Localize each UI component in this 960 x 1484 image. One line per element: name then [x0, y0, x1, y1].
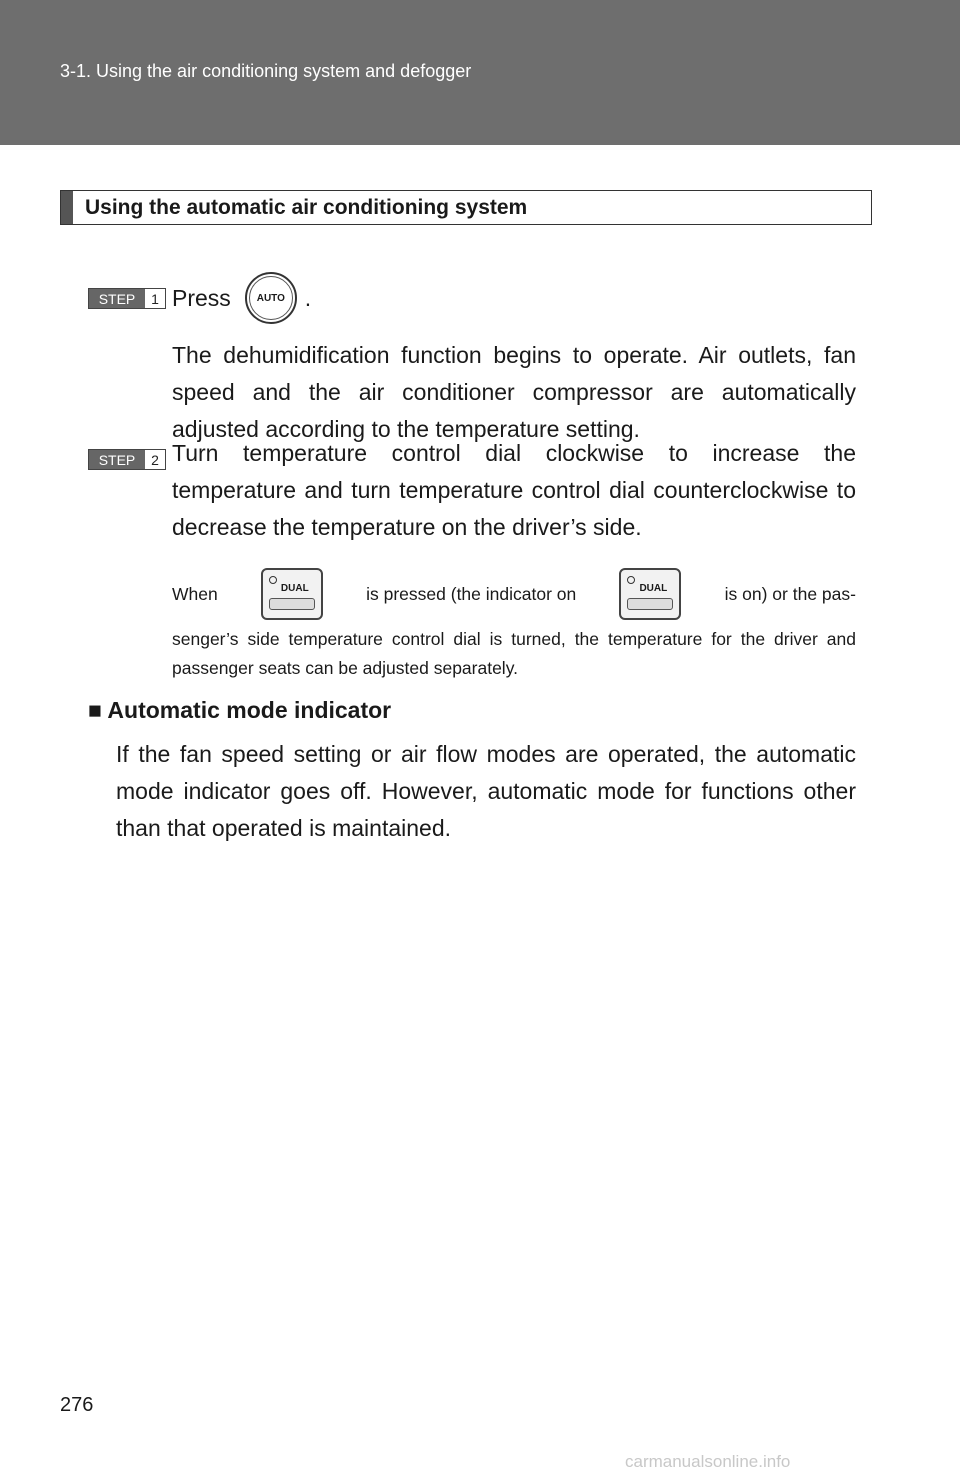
auto-mode-heading: ■ Automatic mode indicator	[88, 697, 392, 723]
step-1-press-line	[172, 272, 311, 324]
note-part2: is pressed (the indicator on	[366, 583, 577, 604]
watermark: carmanualsonline.info	[625, 1452, 791, 1471]
dual-button-icon	[619, 568, 681, 620]
auto-button-icon	[245, 272, 297, 324]
step-number: 2	[151, 451, 159, 468]
section-stripe	[61, 191, 73, 224]
press-period: .	[304, 284, 312, 311]
auto-mode-text: If the fan speed setting or air flow modes are operated, the automatic mode indicator goes off. However, automatic mode for functions other than that operated is maintained.	[116, 741, 856, 841]
dual-note-line-1	[172, 568, 856, 620]
step-label: STEP	[89, 289, 145, 308]
step-2-description: Turn temperature control dial clockwise to increase the temperature and turn temperature control dial counterclockwise to decrease the temperature on the driver’s side.	[172, 440, 856, 540]
dual-note-rest: senger’s side temperature control dial is turned, the temperature for the driver and passenger seats can be adjusted separately.	[172, 629, 856, 678]
step-label: STEP	[89, 450, 145, 469]
breadcrumb: 3-1. Using the air conditioning system and defogger	[60, 61, 472, 81]
dual-button-label: DUAL	[639, 583, 668, 594]
dual-button-icon	[261, 568, 323, 620]
page-number: 276	[60, 1394, 94, 1416]
step-1-badge	[88, 288, 166, 309]
dual-button-label: DUAL	[280, 583, 309, 594]
step-1-description: The dehumidification function begins to operate. Air outlets, fan speed and the air conditioner compressor are automatically adjusted according to the temperature setting.	[172, 342, 856, 442]
press-text: Press	[172, 284, 231, 311]
page-header	[0, 0, 960, 145]
section-title-bar	[60, 190, 872, 225]
note-part3: is on) or the pas-	[724, 583, 856, 604]
auto-button-label: AUTO	[256, 292, 285, 304]
step-number: 1	[151, 290, 159, 307]
step-2-badge	[88, 449, 166, 470]
note-part1: When	[172, 583, 218, 604]
section-title: Using the automatic air conditioning system	[85, 196, 528, 219]
